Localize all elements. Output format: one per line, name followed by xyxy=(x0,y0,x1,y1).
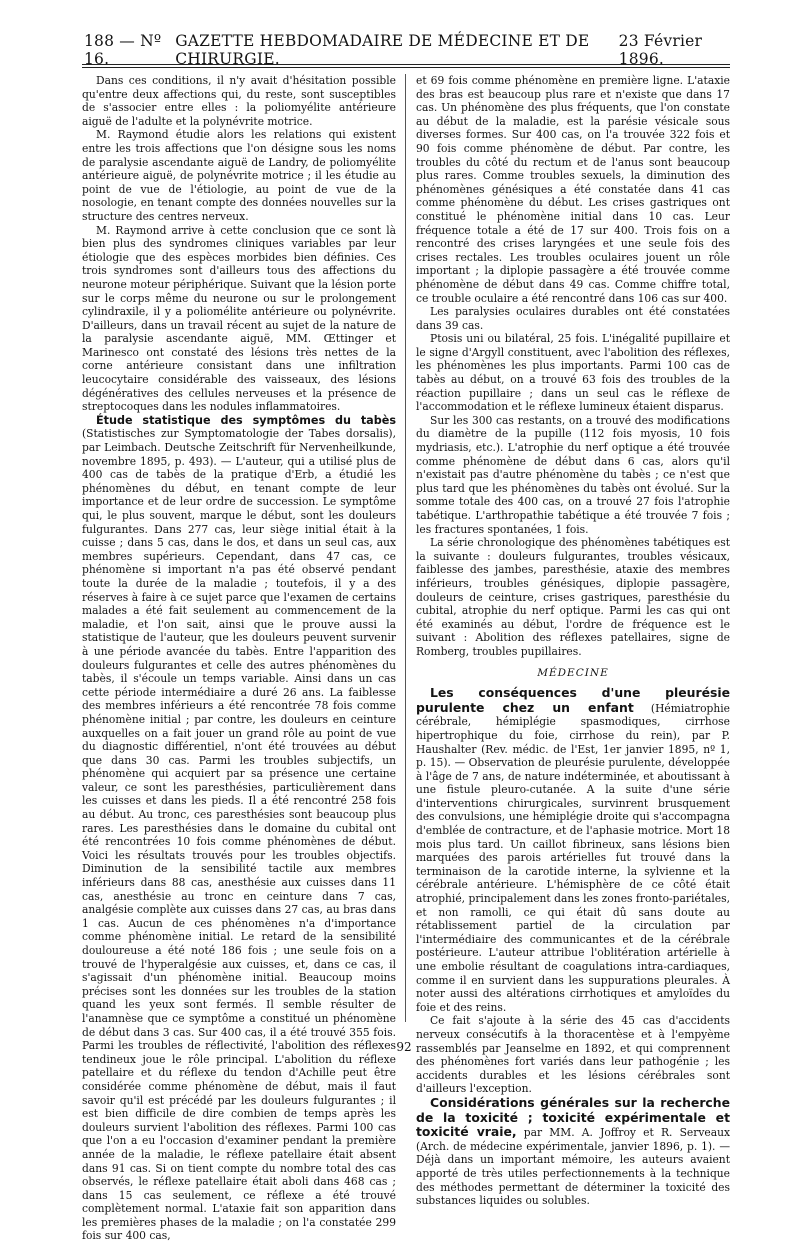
folio-number: 92 xyxy=(396,1040,412,1054)
article-body: — Déjà dans un important mémoire, les auteurs avaient apporté de très utiles perfectionnements à la technique des méthodes permettant de déterminer la toxicité des substances liquides ou solubles. xyxy=(416,1139,730,1208)
article-title: Les conséquences d'une pleurésie purulente chez un enfant xyxy=(416,685,730,715)
paragraph: Ptosis uni ou bilatéral, 25 fois. L'inégalité pupillaire et le signe d'Argyll constituent, avec l'abolition des réflexes, les phénomènes les plus importants. Parmi 100 cas de tabès au début, on a trouvé 63 fois des troubles de la réaction pupillaire ; dans un seul cas le réflexe de l'accommodation et le réflexe lumineux étaient disparus. xyxy=(416,332,730,414)
paragraph: M. Raymond arrive à cette conclusion que ce sont là bien plus des syndromes cliniques variables par leur étiologie que des espèces morbides bien définies. Ces trois syndromes sont d'ailleurs tous des affections du neurone moteur périphérique. Suivant que la lésion porte sur le corps même du neurone ou sur le prolongement cylindraxile, il y a poliomélite antérieure ou polynévrite. D'ailleurs, dans un travail récent au sujet de la nature de la paralysie ascendante aiguë, MM. Œttinger et Marinesco ont constaté des lésions très nettes de la corne antérieure consistant dans une infiltration leucocytaire considérable des vaisseaux, des lésions dégénératives des cellules nerveuses et la présence de streptocoques dans les nodules inflammatoires. xyxy=(82,223,396,414)
column-divider xyxy=(405,74,406,1022)
paragraph: Sur les 300 cas restants, on a trouvé des modifications du diamètre de la pupille (112 fois myosis, 10 fois mydriasis, etc.). L'atrophie du nerf optique a été trouvée comme phénomène de début dans 6 cas, alors qu'il n'existait pas d'autre phénomène du tabès ; ce n'est que plus tard que les phénomènes du tabès ont évolué. Sur la somme totale des 400 cas, on a trouvé 27 fois l'atrophie tabétique. L'arthropathie tabétique a été trouvée 7 fois ; les fractures spontanées, 1 fois. xyxy=(416,413,730,536)
paragraph: Dans ces conditions, il n'y avait d'hésitation possible qu'entre deux affections qui, du reste, sont susceptibles de s'associer entre elles : la poliomyélite antérieure aiguë de l'adulte et la polynévrite motrice. xyxy=(82,74,396,128)
article-body: — Observation de pleurésie purulente, développée à l'âge de 7 ans, de nature indéterminée, et aboutissant à une fistule pleuro-cutanée. A la suite d'une série d'interventions chirurgicales, survinrent brusquement des convulsions, une hémiplégie droite qui s'accompagna d'emblée de contracture, et de l'aphasie motrice. Mort 18 mois plus tard. Un caillot fibrineux, sans lésions bien marquées des parois artérielles fut trouvé dans la terminaison de la carotide interne, la sylvienne et la cérébrale antérieure. L'hémisphère de ce côté était atrophié, principalement dans les zones fronto-pariétales, et non ramolli, ce qui était dû sans doute au rétablissement partiel de la circulation par l'intermédiaire des communicantes et de la cérébrale postérieure. L'auteur attribue l'oblitération artérielle à une embolie résultant de coagulations intra-cardiaques, comme il en survient dans les suppurations pleurales. À noter aussi des altérations cirrhotiques et amyloïdes du foie et des reins. xyxy=(416,756,730,1014)
article-pleuresie xyxy=(416,686,730,1014)
right-column xyxy=(416,74,730,1208)
left-column xyxy=(82,74,396,1243)
header-rule-bottom xyxy=(82,67,730,68)
article-reference: (Hémiatrophie cérébrale, hémiplégie spasmodiques, cirrhose hipertrophique du foie, cirrhose du rein), par P. Haushalter (Rev. médic. de l'Est, 1er janvier 1895, nº 1, p. 15). xyxy=(416,701,730,770)
article-toxicite xyxy=(416,1096,730,1208)
article-body: — L'auteur, qui a utilisé plus de 400 cas de tabès de la pratique d'Erb, a étudié les phénomènes du début, en tenant compte de leur importance et de leur ordre de succession. Le symptôme qui, le plus souvent, marque le début, sont les douleurs fulgurantes. Dans 277 cas, leur siège initial était à la cuisse ; dans 5 cas, dans le dos, et dans un seul cas, aux membres supérieurs. Cependant, dans 47 cas, ce phénomène si important n'a pas été observé pendant toute la durée de la maladie ; toutefois, il y a des réserves à faire à ce sujet parce que l'examen de certains malades a été fait seulement au commencement de la maladie, et l'on sait, ainsi que le prouve aussi la statistique de l'auteur, que les douleurs peuvent survenir à une période avancée du tabès. Entre l'apparition des douleurs fulgurantes et celle des autres phénomènes du tabès, il s'écoule un temps variable. Ainsi dans un cas cette période intermédiaire a duré 26 ans. La faiblesse des membres inférieurs a été rencontrée 78 fois comme phénomène initial ; par contre, les douleurs en ceinture auxquelles on a fait jouer un grand rôle au point de vue du diagnostic différentiel, n'ont été trouvées au début que dans 30 cas. Parmi les troubles subjectifs, un phénomène qui acquiert par sa présence une certaine valeur, ce sont les paresthésies, particulièrement dans les cuisses et dans les pieds. Il a été rencontré 258 fois au début. Au tronc, ces paresthésies sont beaucoup plus rares. Les paresthésies dans le domaine du cubital ont été rencontrées 10 fois comme phénomènes de début. Voici les résultats trouvés pour les troubles objectifs. Diminution de la sensibilité tactile aux membres inférieurs dans 88 cas, anesthésie aux cuisses dans 11 cas, anesthésie au tronc en ceinture dans 7 cas, analgésie complète aux cuisses dans 27 cas, au bras dans 1 cas. Aucun de ces phénomènes n'a d'importance comme phénomène initial. Le retard de la sensibilité douloureuse a été noté 186 fois ; une seule fois on a trouvé de l'hyperalgésie aux cuisses, et, dans ce cas, il s'agissait d'un phénomène initial. Beaucoup moins précises sont les données sur les troubles de la station quand les yeux sont fermés. Il semble résulter de l'anamnèse que ce symptôme a constitué un phénomène de début dans 3 cas. Sur 400 cas, il a été trouvé 355 fois. Parmi les troubles de réflectivité, l'abolition des réflexes tendineux joue le rôle principal. L'abolition du réflexe patellaire et du réflexe du tendon d'Achille peut être considérée comme phénomène de début, mais il faut savoir qu'il est précédé par les douleurs fulgurantes ; il est bien difficile de dire combien de temps après les douleurs survient l'abolition des réflexes. Parmi 100 cas que l'on a eu l'occasion d'examiner pendant la première année de la maladie, le réflexe patellaire était absent dans 91 cas. Si on tient compte du nombre total des cas observés, le réflexe patellaire était aboli dans 468 cas ; dans 15 cas seulement, ce réflexe a été trouvé complètement normal. L'ataxie fait son apparition dans les premières phases de la maladie ; on l'a constatée 299 fois sur 400 cas, xyxy=(82,454,396,1243)
running-header xyxy=(84,32,732,68)
paragraph: M. Raymond étudie alors les relations qui existent entre les trois affections que l'on désigne sous les noms de paralysie ascendante aiguë de Landry, de poliomyélite antérieure aiguë, de polynévrite motrice ; il les étudie au point de vue de l'étiologie, au point de vue de la nosologie, en tenant compte des données nouvelles sur la structure des centres nerveux. xyxy=(82,128,396,223)
article-reference: par MM. A. Joffroy et R. Serveaux (Arch. de médecine expérimentale, janvier 1896, p. 1). xyxy=(416,1126,730,1153)
page-number: 188 — Nº 16. xyxy=(84,32,162,68)
article-reference: (Statistisches zur Symptomatologie der Tabes dorsalis), par Leimbach. Deutsche Zeitschrift für Nervenheilkunde, novembre 1895, p. 493). xyxy=(82,427,396,468)
article-title: Considérations générales sur la recherche de la toxicité ; toxicité expérimentale et toxicité vraie, xyxy=(416,1094,730,1140)
section-rubric: MÉDECINE xyxy=(537,666,609,679)
header-rule-top xyxy=(82,64,730,65)
paragraph: Ce fait s'ajoute à la série des 45 cas d'accidents nerveux consécutifs à la thoracentèse et à l'empyème rassemblés par Jeanselme en 1892, et qui comprennent des phénomènes fort variés dans leur pathogénie ; les accidents durables et les lésions cérébrales sont d'ailleurs l'exception. xyxy=(416,1014,730,1096)
article-title: Étude statistique des symptômes du tabès xyxy=(96,413,396,427)
paragraph: Les paralysies oculaires durables ont été constatées dans 39 cas. xyxy=(416,305,730,332)
journal-title: GAZETTE HEBDOMADAIRE DE MÉDECINE ET DE CHIRURGIE. xyxy=(175,32,590,68)
issue-date: 23 Février 1896. xyxy=(618,32,703,68)
paragraph: et 69 fois comme phénomène en première ligne. L'ataxie des bras est beaucoup plus rare et n'existe que dans 17 cas. Un phénomène des plus fréquents, que l'on constate au début de la maladie, est la parésie vésicale sous diverses formes. Sur 400 cas, on l'a trouvée 322 fois et 90 fois comme phénomène de début. Par contre, les troubles du côté du rectum et de l'anus sont beaucoup plus rares. Comme troubles sexuels, la diminution des phénomènes génésiques a été constatée dans 41 cas comme phénomène du début. Les crises gastriques ont constitué le phénomène initial dans 10 cas. Leur fréquence totale a été de 17 sur 400. Trois fois on a rencontré des crises laryngées et une seule fois des crises rectales. Les troubles oculaires jouent un rôle important ; la diplopie passagère a été trouvée comme phénomène de début dans 49 cas. Comme chiffre total, ce trouble oculaire a été rencontré dans 106 cas sur 400. xyxy=(416,74,730,305)
paragraph: La série chronologique des phénomènes tabétiques est la suivante : douleurs fulgurantes, troubles vésicaux, faiblesse des jambes, paresthésie, ataxie des membres inférieurs, troubles génésiques, diplopie passagère, douleurs de ceinture, crises gastriques, paresthésie du cubital, atrophie du nerf optique. Parmi les cas qui ont été examinés au début, l'ordre de fréquence est le suivant : Abolition des réflexes patellaires, signe de Romberg, troubles pupillaires. xyxy=(416,536,730,658)
article-tabes xyxy=(82,414,396,1243)
